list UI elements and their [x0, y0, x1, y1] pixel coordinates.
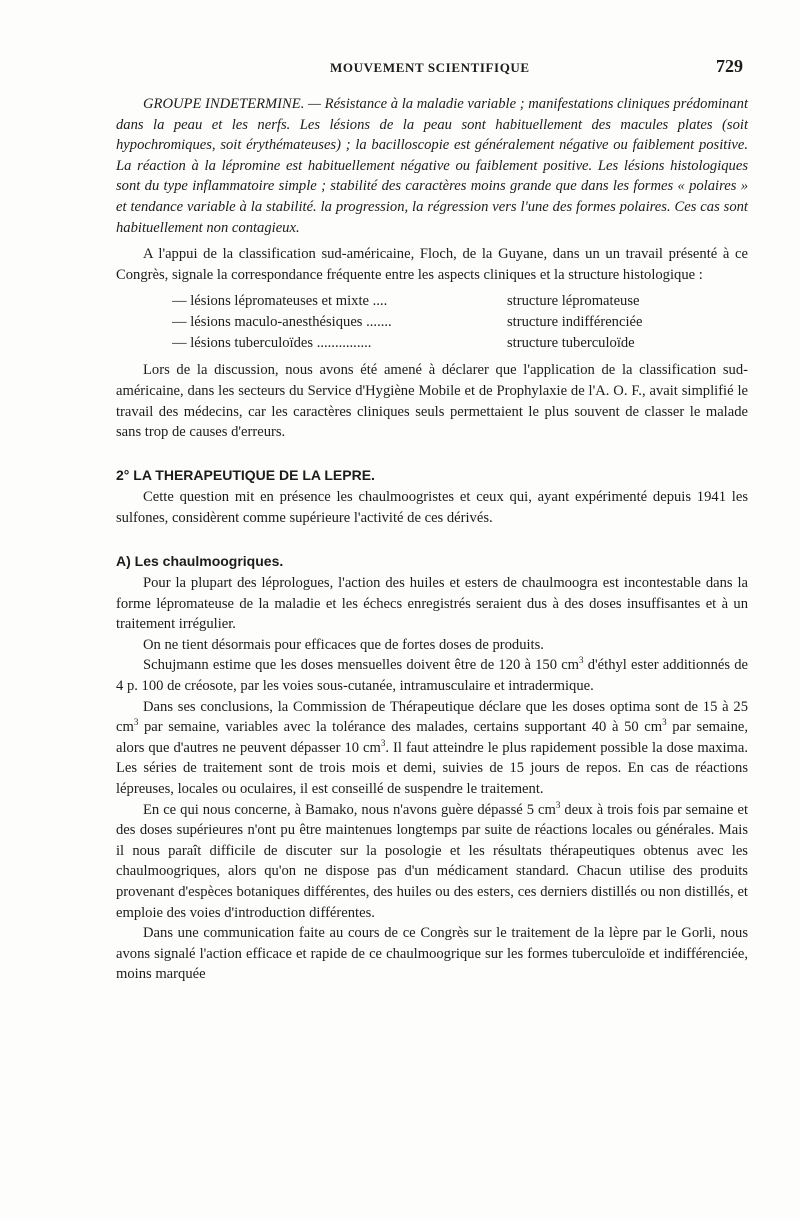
correspondence-list [172, 291, 748, 354]
list-item [172, 312, 748, 333]
lesion-type: — lésions tuberculoïdes ............... [172, 335, 372, 352]
section-heading-therapeutics: 2° LA THERAPEUTIQUE DE LA LEPRE. [116, 466, 375, 483]
commission-paragraph: Dans ses conclusions, la Commission de Thérapeutique déclare que les doses optima sont de 15 à 25 $cm^3$ par semaine, variables avec la tolérance des malades, certains supportant 40 à 50 $cm^3$ par semaine, alors que d'autres ne peuvent dépasser 10 $cm^3$. Il faut atteindre le plus rapidement possible la dose maxima. Les séries de traitement sont de trois mois et demi, suivies de 15 jours de repos. En cas de réactions lépreuses, locales ou oculaires, il est conseillé de suspendre le traitement. [116, 698, 748, 798]
list-item [172, 333, 748, 354]
body-text [116, 94, 748, 985]
list-item [172, 291, 748, 312]
question-paragraph: Cette question mit en présence les chaulmoogristes et ceux qui, ayant expérimenté depuis 1941 les sulfones, considèrent comme supérieure l'activité de ces dérivés. [116, 489, 748, 526]
lesion-type: — lésions maculo-anesthésiques ....... [172, 314, 392, 331]
structure-type: structure tuberculoïde [507, 335, 635, 352]
running-title: MOUVEMENT SCIENTIFIQUE [330, 60, 530, 75]
floch-paragraph: A l'appui de la classification sud-américaine, Floch, de la Guyane, dans un un travail présenté à ce Congrès, signale la correspondance fréquente entre les aspects cliniques et la structure histologique : [116, 246, 748, 283]
discussion-paragraph: Lors de la discussion, nous avons été amené à déclarer que l'application de la classification sud-américaine, dans les secteurs du Service d'Hygiène Mobile et de Prophylaxie de l'A. O. F., avait simplifié le travail des médecins, car les caractères cliniques seuls permettaient le plus souvent de classer le malade sans trop de causes d'erreurs. [116, 362, 748, 441]
subsection-heading-chaulmoogriques: A) Les chaulmoogriques. [116, 552, 284, 569]
leprologues-paragraph: Pour la plupart des léprologues, l'action des huiles et esters de chaulmoogra est incontestable dans la forme lépromateuse de la maladie et les échecs enregistrés seraient dus à des doses insuffisantes et à un traitement irrégulier. [116, 575, 748, 633]
gorli-paragraph: Dans une communication faite au cours de ce Congrès sur le traitement de la lèpre par le Gorli, nous avons signalé l'action efficace et rapide de ce chaulmoogrique sur les formes tuberculoïde et indifférenciée, moins marquée [116, 925, 748, 983]
page-number: 729 [716, 56, 743, 76]
structure-type: structure lépromateuse [507, 293, 640, 310]
schujmann-paragraph: Schujmann estime que les doses mensuelles doivent être de 120 à 150 $cm^3$ d'éthyl ester additionnés de 4 p. 100 de créosote, par les voies sous-cutanée, intramusculaire et intradermique. [116, 655, 748, 695]
bamako-paragraph: En ce qui nous concerne, à Bamako, nous n'avons guère dépassé 5 $cm^3$ deux à trois fois par semaine et des doses supérieures n'ont pu être maintenues longtemps par suite de réactions locales ou générales. Mais il nous paraît difficile de discuter sur la posologie et les résultats thérapeutiques obtenus avec les chaulmoogriques, alors qu'on ne dispose pas d'un médicament standard. Chacun utilise des produits provenant d'espèces botaniques différentes, des huiles ou des esters, ces derniers distillés ou non distillés, et emploie des voies d'introduction différentes. [116, 799, 749, 921]
structure-type: structure indifférenciée [507, 314, 643, 331]
lesion-type: — lésions lépromateuses et mixte .... [172, 293, 388, 310]
running-header [0, 58, 800, 80]
doses-paragraph: On ne tient désormais pour efficaces que de fortes doses de produits. [143, 636, 544, 653]
indeterminate-group-paragraph: GROUPE INDETERMINE. — Résistance à la maladie variable ; manifestations cliniques prédominant dans la peau et les nerfs. Les lésions de la peau sont habituellement des macules plates (soit hypochromiques, soit érythémateuses) ; la bacilloscopie est généralement négative ou faiblement positive. La réaction à la léprominе est habituellement négative ou faiblement positive. Les lésions histologiques sont du type inflammatoire simple ; stabilité des caractères moins grande que dans les formes « polaires » et tendance variable à la stabilité. la progression, la régression vers l'une des formes polaires. Ces cas sont habituellement non contagieux. [116, 96, 748, 236]
